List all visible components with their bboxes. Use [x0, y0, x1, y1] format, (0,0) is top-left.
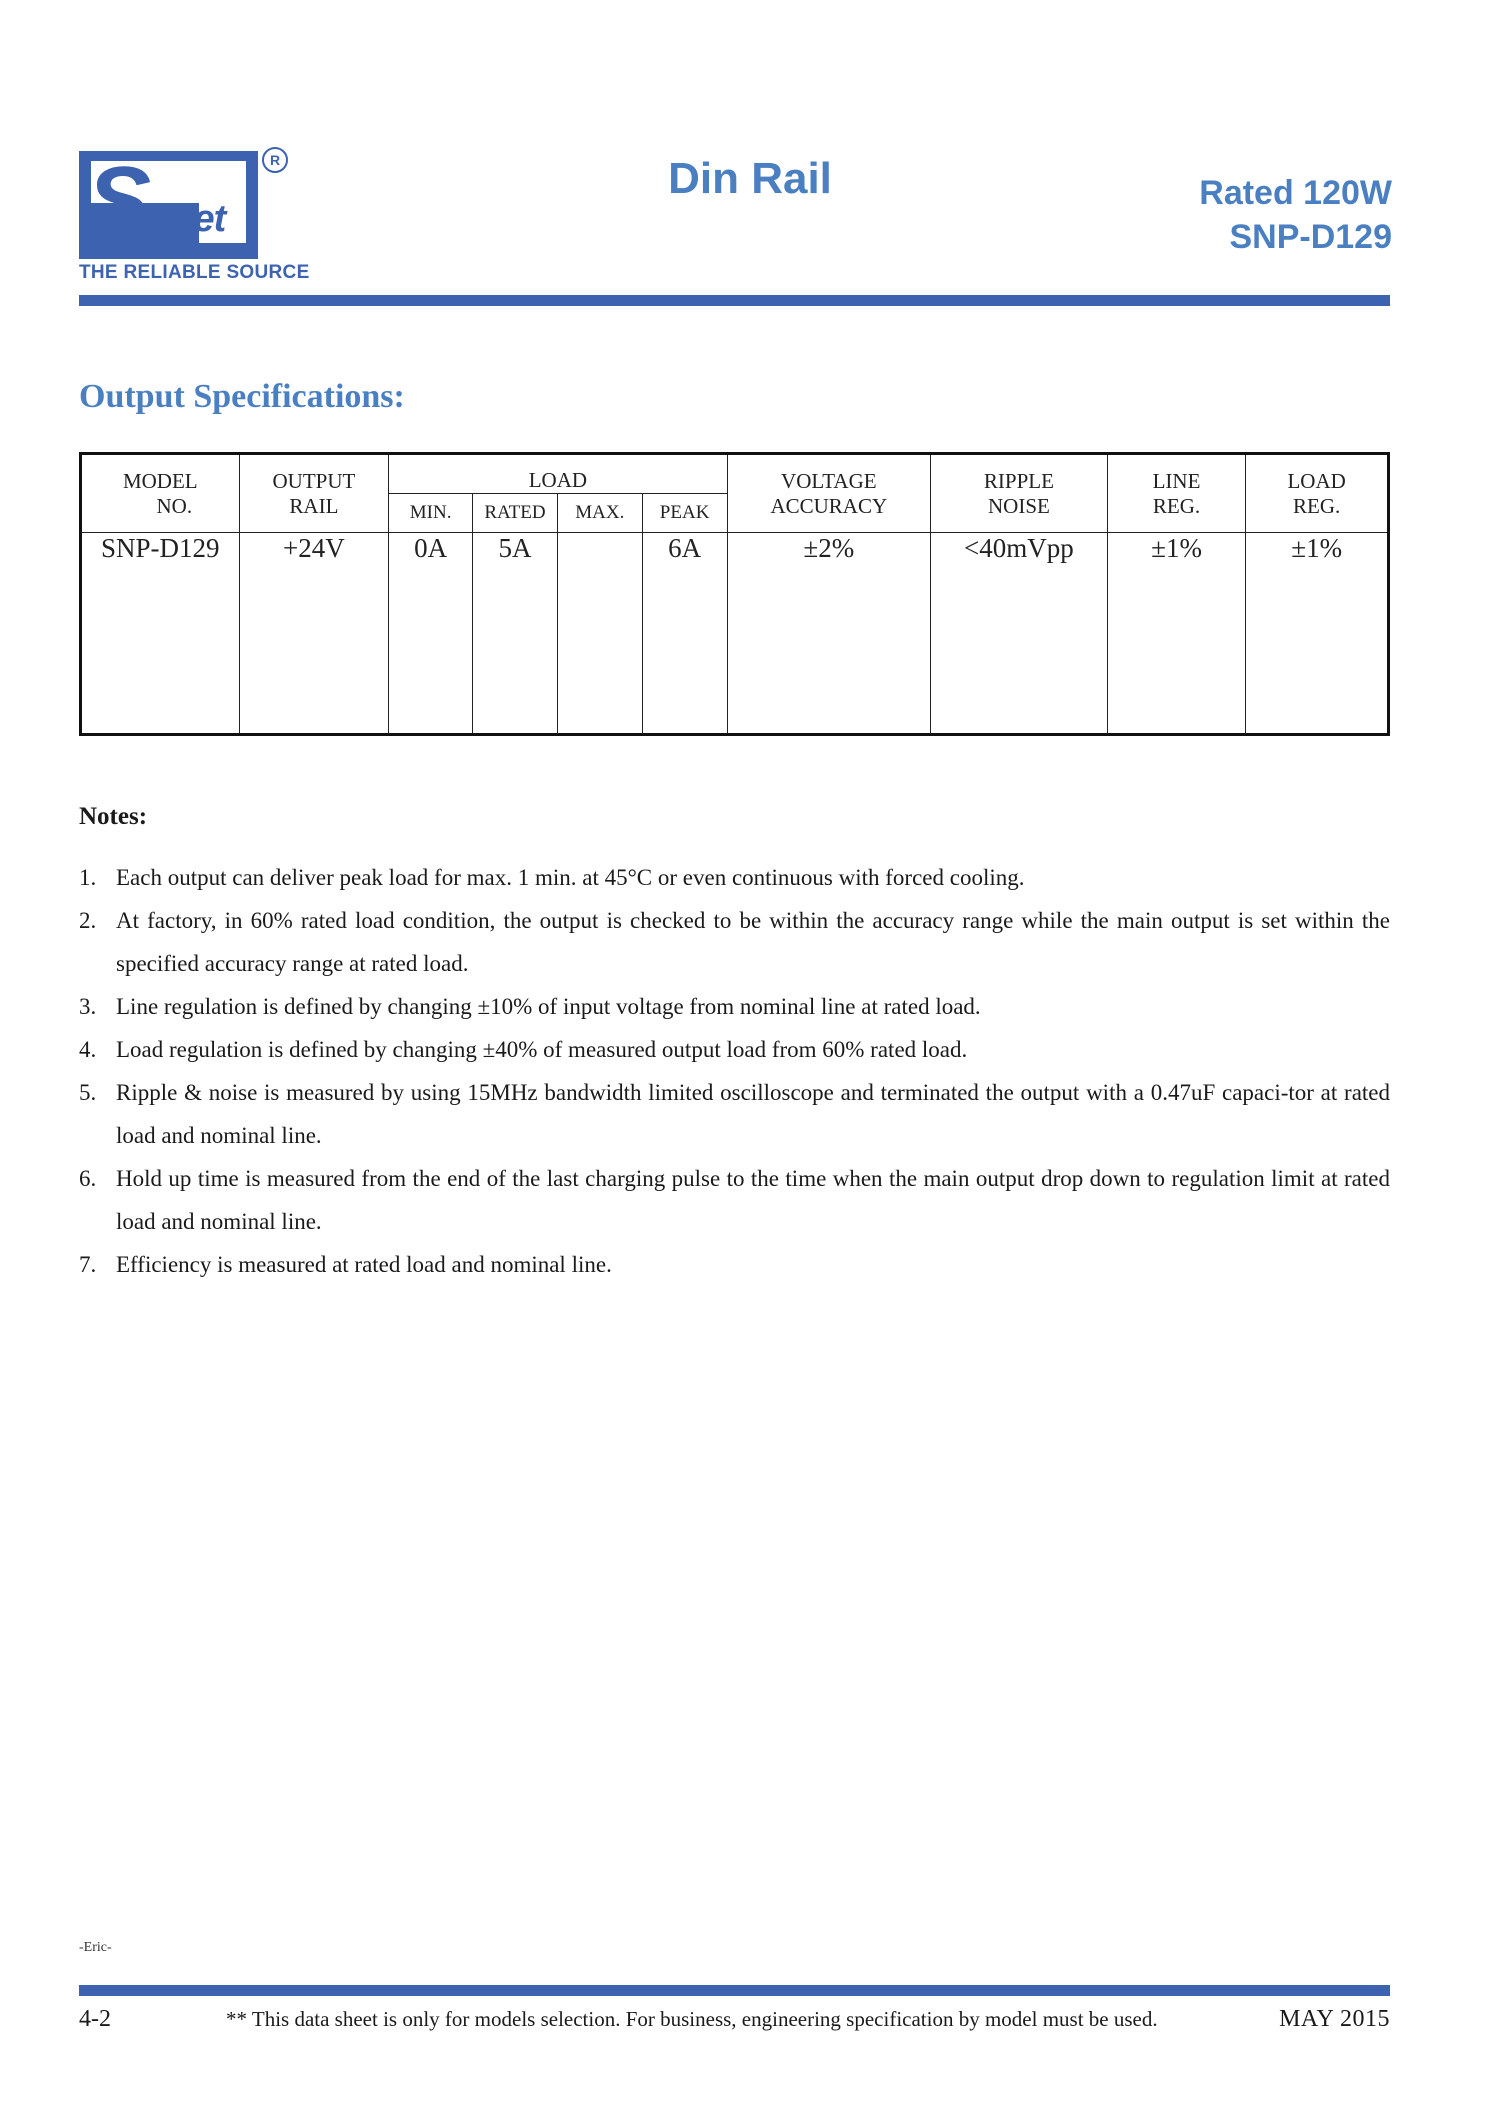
- table-subheader-row: [81, 494, 1389, 533]
- footer-rule: [79, 1985, 1390, 1996]
- header-load-max: MAX.: [557, 494, 642, 533]
- header-model-2: NO.: [81, 494, 240, 533]
- page-number: 4-2: [79, 2006, 111, 2032]
- logo-letter: S: [87, 147, 152, 254]
- header-rule: [79, 295, 1390, 306]
- notes-title: Notes:: [79, 803, 148, 830]
- list-item: 2. At factory, in 60% rated load condition, the output is checked to be within the accuracy range while the main output is set within the specified accuracy range at rated load.: [79, 908, 1390, 976]
- header-line: LINE: [1107, 454, 1246, 494]
- table-row: [81, 533, 1389, 735]
- cell-load-peak: 6A: [642, 533, 727, 735]
- list-item: 6. Hold up time is measured from the end of the last charging pulse to the time when the main output drop down to regulation limit at rated load and nominal line.: [79, 1166, 1390, 1234]
- header-loadreg: LOAD: [1246, 454, 1389, 494]
- header-voltage-2: ACCURACY: [727, 494, 931, 533]
- notes-list: [79, 856, 1390, 1286]
- list-item: 5. Ripple & noise is measured by using 15MHz bandwidth limited oscilloscope and terminated the output with a 0.47uF capaci-tor at rated load and nominal line.: [79, 1080, 1390, 1148]
- cell-voltage-accuracy: ±2%: [727, 533, 931, 735]
- header-model: MODEL: [81, 454, 240, 494]
- cell-load-max: [557, 533, 642, 735]
- output-spec-table: [79, 452, 1390, 736]
- cell-load-reg: ±1%: [1246, 533, 1389, 735]
- header-load: LOAD: [389, 454, 727, 494]
- disclaimer: ** This data sheet is only for models selection. For business, engineering specification by model must be used.: [226, 2007, 1158, 2031]
- author-mark: -Eric-: [79, 1940, 112, 1955]
- logo-brand: kynet: [131, 198, 226, 240]
- registered-mark: R: [262, 147, 288, 173]
- header-load-peak: PEAK: [642, 494, 727, 533]
- header-load-min: MIN.: [389, 494, 473, 533]
- header-load-rated: RATED: [473, 494, 558, 533]
- header-output: OUTPUT: [239, 454, 389, 494]
- header-loadreg-2: REG.: [1246, 494, 1389, 533]
- header-voltage: VOLTAGE: [727, 454, 931, 494]
- list-item: 7. Efficiency is measured at rated load and nominal line.: [79, 1252, 612, 1277]
- header-line-2: REG.: [1107, 494, 1246, 533]
- cell-load-rated: 5A: [473, 533, 558, 735]
- document-title: Din Rail: [668, 154, 832, 203]
- cell-ripple-noise: <40mVpp: [931, 533, 1108, 735]
- cell-line-reg: ±1%: [1107, 533, 1246, 735]
- list-item: 3. Line regulation is defined by changing ±10% of input voltage from nominal line at rated load.: [79, 994, 981, 1019]
- cell-model: SNP-D129: [81, 533, 240, 735]
- rated-power: Rated 120W: [1199, 174, 1392, 212]
- header-ripple: RIPPLE: [931, 454, 1108, 494]
- cell-load-min: 0A: [389, 533, 473, 735]
- model-number-header: SNP-D129: [1229, 218, 1392, 256]
- header-output-2: RAIL: [239, 494, 389, 533]
- header-ripple-2: NOISE: [931, 494, 1108, 533]
- list-item: 1. Each output can deliver peak load for max. 1 min. at 45°C or even continuous with forced cooling.: [79, 865, 1025, 890]
- document-date: MAY 2015: [1279, 2006, 1390, 2032]
- logo-tagline: THE RELIABLE SOURCE: [79, 262, 310, 283]
- section-title: Output Specifications:: [79, 378, 405, 415]
- list-item: 4. Load regulation is defined by changing ±40% of measured output load from 60% rated load.: [79, 1037, 968, 1062]
- cell-output: +24V: [239, 533, 389, 735]
- table-header-row: [81, 454, 1389, 494]
